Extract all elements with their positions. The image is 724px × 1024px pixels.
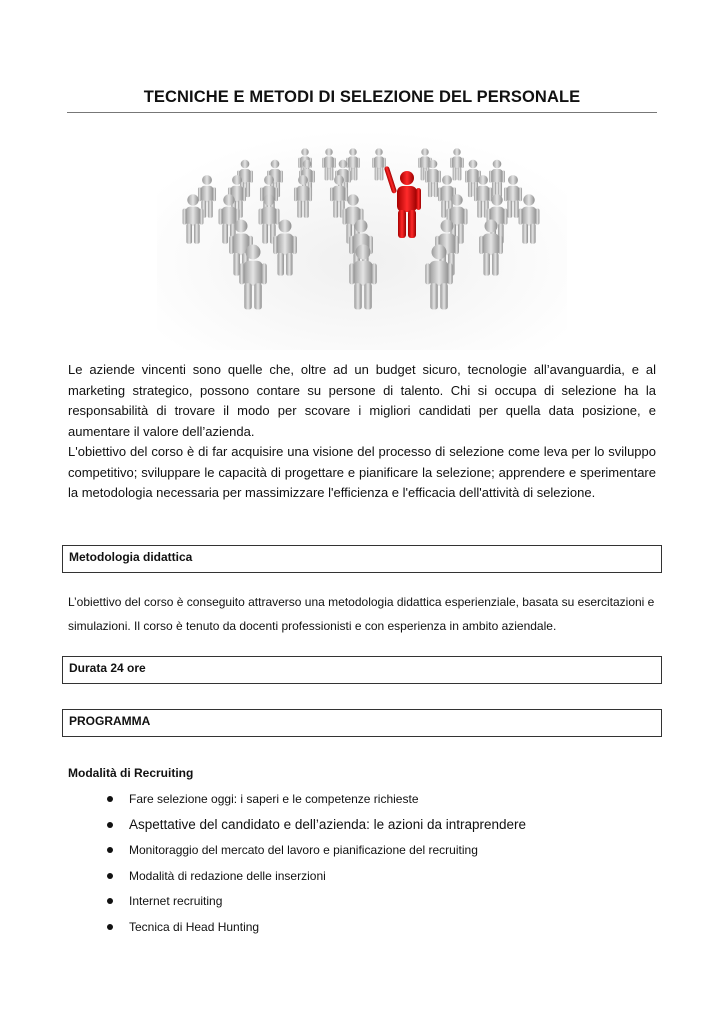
title-divider xyxy=(67,112,657,113)
page-title: TECNICHE E METODI DI SELEZIONE DEL PERSONALE xyxy=(143,88,581,106)
list-item xyxy=(104,890,526,916)
list-item xyxy=(104,814,526,840)
duration-heading: Durata 24 ore xyxy=(69,661,146,675)
list-item-text: Aspettative del candidato e dell’azienda: le azioni da intraprendere xyxy=(129,816,527,832)
list-item-text: Internet recruiting xyxy=(129,894,223,908)
bullet-icon xyxy=(107,822,113,828)
crowd-red-figure-illustration xyxy=(157,130,567,350)
bullet-icon xyxy=(107,924,113,930)
intro-text xyxy=(68,360,656,504)
program-list xyxy=(104,788,526,941)
list-item xyxy=(104,865,526,891)
methodology-text: L’obiettivo del corso è conseguito attraverso una metodologia didattica esperienziale, basata su esercitazioni e simulazioni. Il corso è tenuto da docenti professionisti e con esperienza in ambito aziendale. xyxy=(68,595,655,633)
intro-paragraph: L'obiettivo del corso è di far acquisire una visione del processo di selezione come leva per lo sviluppo competitivo; sviluppare le capacità di progettare e pianificare la selezione; apprendere e sperimentare la metodologia necessaria per massimizzare l'efficienza e l'efficacia dell'attività di selezione. xyxy=(68,444,656,500)
methodology-heading-box xyxy=(62,545,662,573)
bullet-icon xyxy=(107,847,113,853)
program-heading: PROGRAMMA xyxy=(69,714,151,728)
list-item-text: Tecnica di Head Hunting xyxy=(129,919,260,934)
list-item-text: Fare selezione oggi: i saperi e le competenze richieste xyxy=(129,792,419,806)
list-item-text: Modalità di redazione delle inserzioni xyxy=(129,868,326,883)
intro-paragraph: Le aziende vincenti sono quelle che, oltre ad un budget sicuro, tecnologie all’avanguardia, e al marketing strategico, possono contare su persone di talento. Chi si occupa di selezione ha la responsabilità di trovare il modo per scovare i migliori candidati per quella data posizione, e aumentare il valore dell’azienda. xyxy=(68,362,656,439)
program-box xyxy=(62,709,662,737)
list-item xyxy=(104,788,526,814)
duration-box xyxy=(62,656,662,684)
list-item-text: Monitoraggio del mercato del lavoro e pianificazione del recruiting xyxy=(129,843,478,857)
list-item xyxy=(104,839,526,865)
bullet-icon xyxy=(107,873,113,879)
bullet-icon xyxy=(107,796,113,802)
list-item xyxy=(104,916,526,942)
bullet-icon xyxy=(107,898,113,904)
section-title: Modalità di Recruiting xyxy=(68,766,194,780)
methodology-heading: Metodologia didattica xyxy=(69,550,193,564)
